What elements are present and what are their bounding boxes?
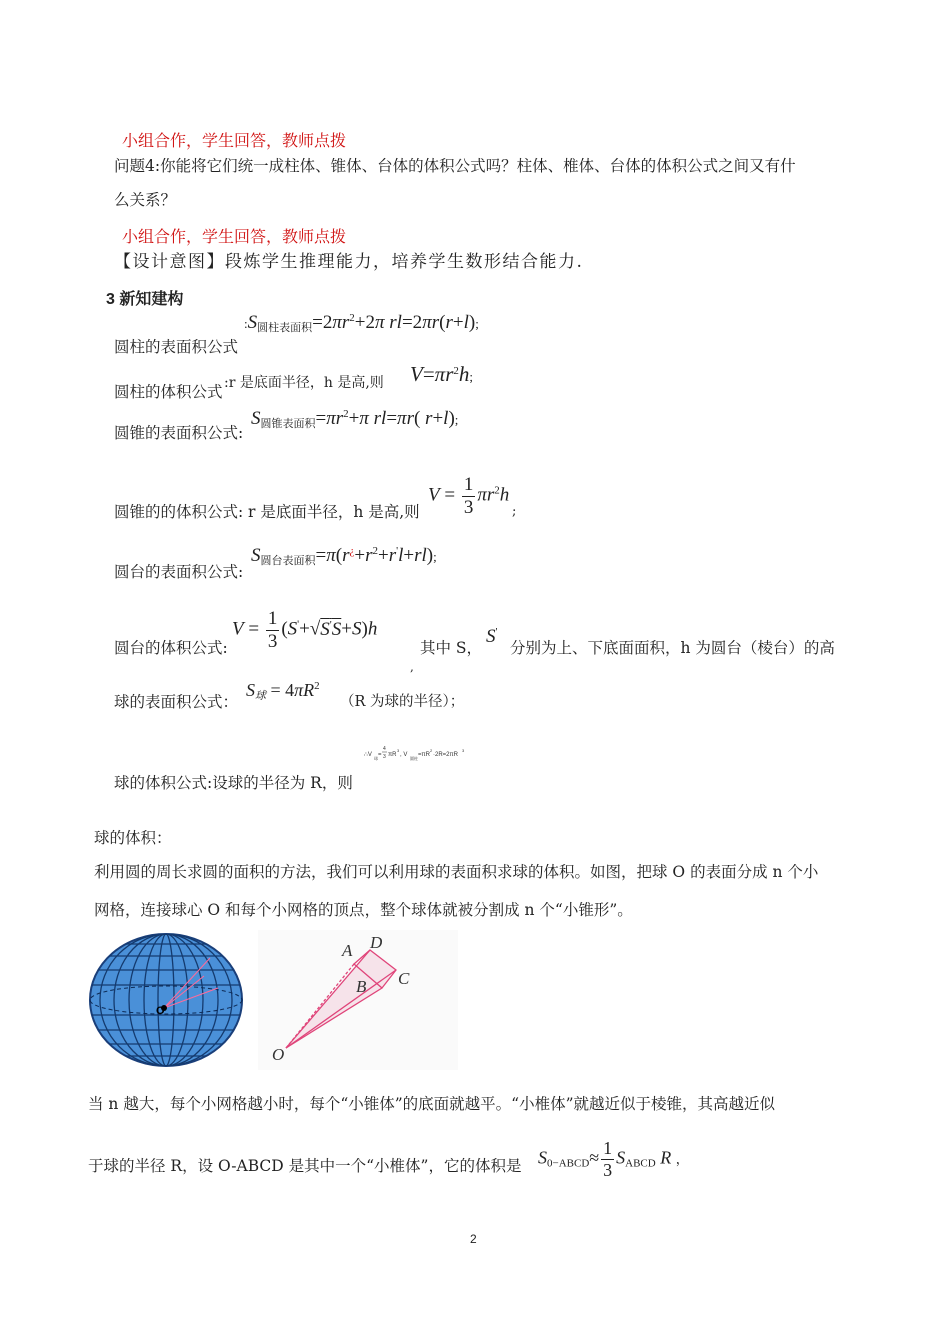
sphere-grid-figure xyxy=(86,930,246,1070)
svg-text:3: 3 xyxy=(383,754,386,760)
svg-text:·2R=2πR: ·2R=2πR xyxy=(433,752,458,758)
design-intent: 【设计意图】段炼学生推理能力，培养学生数形结合能力. xyxy=(114,252,584,272)
frustum-volume-comma: , xyxy=(410,660,414,674)
section-title: 3 新知建构 xyxy=(106,291,184,308)
cylinder-surface-label: 圆柱的表面积公式 xyxy=(114,338,239,356)
svg-text:3: 3 xyxy=(462,748,465,753)
paragraph-2-line-2: 于球的半径 R，设 O-ABCD 是其中一个“小椎体”，它的体积是 xyxy=(88,1157,522,1175)
svg-text:=: = xyxy=(378,752,382,758)
paragraph-1-line-1: 利用圆的周长求圆的面积的方法，我们可以利用球的表面积求球的体积。如图，把球 O 的表面分成 n 个小 xyxy=(94,863,819,881)
sphere-volume-title: 球的体积： xyxy=(94,829,172,847)
teacher-note-2: 小组合作，学生回答，教师点拨 xyxy=(122,227,347,246)
question-4-line-1: 问题4:你能将它们统一成柱体、锥体、台体的体积公式吗？柱体、椎体、台体的体积公式之间又有什 xyxy=(114,157,796,175)
cone-label-d: D xyxy=(370,933,383,952)
frustum-volume-after-1: 其中 S， xyxy=(420,639,483,657)
sphere-volume-label: 球的体积公式:设球的半径为 R，则 xyxy=(114,774,353,792)
svg-text:2: 2 xyxy=(430,748,433,753)
sphere-surface-label: 球的表面积公式： xyxy=(114,693,239,711)
frustum-surface-label: 圆台的表面积公式: xyxy=(114,563,244,581)
svg-text:3: 3 xyxy=(397,748,400,753)
frustum-volume-formula: V = $\frac{1}{3}$ (S'+√S'S+S)h xyxy=(232,608,378,652)
sphere-surface-subscript: 球 xyxy=(255,689,266,702)
cylinder-surface-formula: $:S_{圆柱表面积}=2\pi r^2+2\pi$ rl=2πr(r+l); xyxy=(244,312,479,334)
svg-text:圆柱: 圆柱 xyxy=(410,756,418,761)
cone-volume-label: 圆锥的的体积公式: xyxy=(114,503,244,521)
frustum-s-prime: S' xyxy=(486,626,498,647)
frustum-volume-label: 圆台的体积公式: xyxy=(114,639,228,657)
cylinder-surface-subscript: 圆柱表面积 xyxy=(257,321,313,334)
teacher-note-1: 小组合作，学生回答，教师点拨 xyxy=(122,131,347,150)
svg-text:πR: πR xyxy=(388,752,397,758)
cylinder-volume-formula: $V=\pi r^2h$; xyxy=(410,362,473,386)
sphere-body xyxy=(90,934,242,1066)
cone-label-b: B xyxy=(356,977,367,996)
cone-label-a: A xyxy=(342,941,353,960)
svg-text:球: 球 xyxy=(374,756,378,761)
sphere-surface-after: （R 为球的半径）； xyxy=(340,694,465,710)
sphere-volume-formula-image xyxy=(362,744,472,784)
svg-text:∴V: ∴V xyxy=(364,752,372,758)
frustum-surface-formula: $S_{圆台表面积}=\pi(r^¿+r^2+r'l+rl)$; xyxy=(251,545,437,567)
cone-label-o: O xyxy=(272,1045,285,1064)
page-number: 2 xyxy=(470,1232,477,1246)
cone-surface-formula: $S_{圆锥表面积}=\pi r^2+\pi$ rl=πr( r+l); xyxy=(251,408,459,430)
cylinder-volume-label: 圆柱的体积公式 xyxy=(114,383,223,401)
svg-text:=πR: =πR xyxy=(418,752,430,758)
small-cone-volume-formula: $S_{0-ABCD}\approx$ $\frac{1}{3}$ $S_{ABCD}$ R ， xyxy=(538,1138,689,1180)
cone-volume-text: r 是底面半径，h 是高,则 xyxy=(248,503,420,521)
cone-label-c: C xyxy=(398,969,410,988)
cone-volume-formula: V = $\frac{1}{3}$ $\pi r^2h$ xyxy=(428,474,510,518)
paragraph-2-line-1: 当 n 越大，每个小网格越小时，每个“小锥体”的底面就越平。“小椎体”就越近似于棱锥，其高越近似 xyxy=(88,1095,776,1113)
svg-text:4: 4 xyxy=(383,746,386,752)
cylinder-volume-text: :r 是底面半径，h 是高,则 xyxy=(224,375,384,391)
frustum-surface-subscript: 圆台表面积 xyxy=(260,554,316,567)
cone-volume-semicolon: ; xyxy=(512,504,517,519)
paragraph-1-line-2: 网格，连接球心 O 和每个小网格的顶点，整个球体就被分割成 n 个“小锥形”。 xyxy=(94,901,633,919)
sphere-surface-formula: $S_球 = 4\pi R^2$ xyxy=(246,680,320,702)
sphere-center-label: O xyxy=(156,1005,165,1017)
svg-text:, V: , V xyxy=(400,752,408,758)
cone-surface-subscript: 圆锥表面积 xyxy=(260,417,316,430)
cone-surface-label: 圆锥的表面积公式: xyxy=(114,424,244,442)
frustum-volume-after-2: 分别为上、下底面面积，h 为圆台（棱台）的高 xyxy=(510,639,835,657)
question-4-line-2: 么关系？ xyxy=(114,191,177,209)
small-cone-figure xyxy=(258,930,458,1070)
